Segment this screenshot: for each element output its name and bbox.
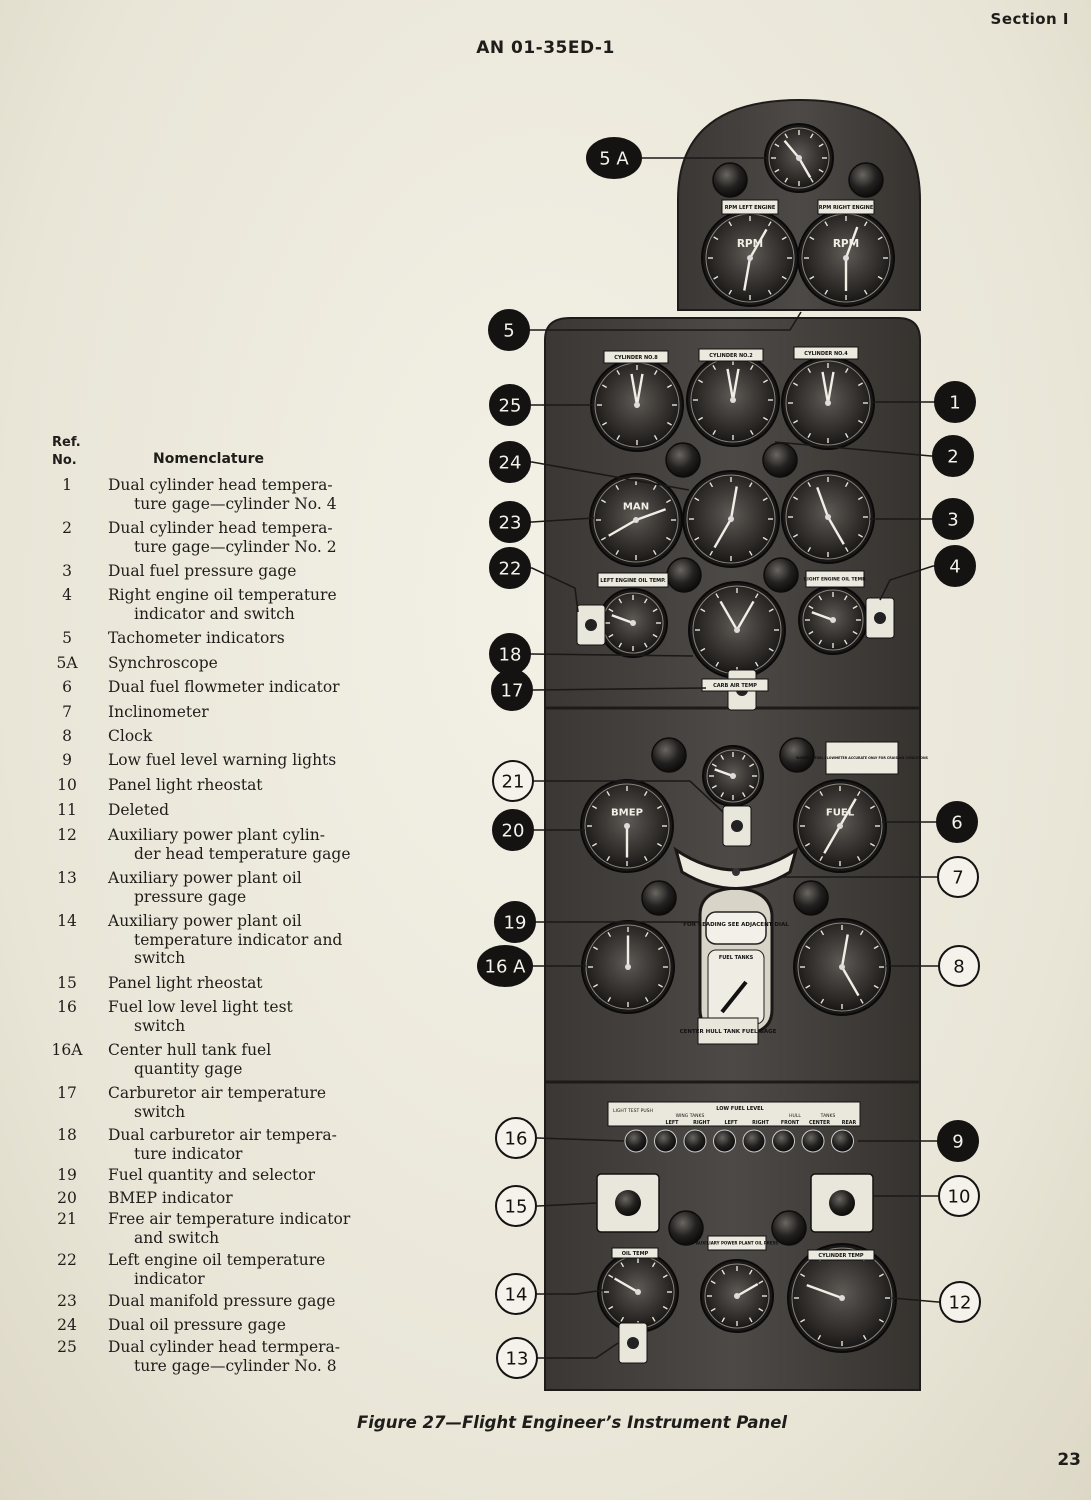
panel-knob <box>849 163 883 197</box>
panel-knob <box>794 881 828 915</box>
warning-light <box>743 1130 765 1152</box>
panel-knob <box>763 443 797 477</box>
panel-knob <box>713 163 747 197</box>
placard-text: CYLINDER TEMP <box>818 1252 864 1259</box>
callout-label: 21 <box>501 771 525 793</box>
legend-item-ref: 15 <box>57 974 77 992</box>
switch-toggle <box>627 1337 639 1349</box>
gauge-hub <box>630 620 636 626</box>
fuel-light-label: RIGHT <box>693 1121 710 1126</box>
legend-item-line: Dual cylinder head termpera- <box>108 1338 341 1356</box>
page-number: 23 <box>1057 1450 1081 1470</box>
callout-label: 6 <box>951 812 963 834</box>
legend-item-line: Panel light rheostat <box>108 974 263 992</box>
placard-text: OIL TEMP <box>621 1250 649 1257</box>
legend-item-line: pressure gage <box>134 887 247 906</box>
gauge-hub <box>830 617 836 623</box>
placard-text: CYLINDER NO.4 <box>804 350 848 357</box>
legend-item-ref: 18 <box>57 1126 77 1144</box>
placard-text: WARNING FUEL FLOWMETER ACCURATE ONLY FOR CRUISING CONDITIONS <box>796 756 928 761</box>
warning-light <box>684 1130 706 1152</box>
legend-ref-header-line: Ref. <box>52 435 81 450</box>
legend-item-ref: 12 <box>57 826 77 844</box>
placard-text: AUXILIARY POWER PLANT OIL PRESS <box>695 1240 779 1246</box>
legend-item-line: Carburetor air temperature <box>108 1084 327 1102</box>
legend-item-line: Deleted <box>108 801 170 819</box>
legend-item-line: Right engine oil temperature <box>108 586 337 604</box>
gauge-hub <box>837 823 843 829</box>
placard-text: CARB AIR TEMP <box>713 682 757 689</box>
cyl-temp-4 <box>782 357 874 449</box>
gauge-hub <box>825 514 831 520</box>
legend-item-line: Left engine oil temperature <box>108 1251 326 1269</box>
legend-item-ref: 2 <box>62 519 72 537</box>
legend-item-line: Dual carburetor air tempera- <box>108 1126 337 1144</box>
legend-item-ref: 10 <box>57 776 77 794</box>
callout-label: 19 <box>503 912 527 934</box>
callout-label: 24 <box>498 452 522 474</box>
placard-text: CYLINDER NO.2 <box>709 352 753 359</box>
legend-item-ref: 9 <box>62 751 72 769</box>
legend-item-ref: 25 <box>57 1338 77 1356</box>
legend-item-ref: 24 <box>57 1316 77 1334</box>
legend-item-line: Dual fuel pressure gage <box>108 562 297 580</box>
gauge-hub <box>625 964 631 970</box>
rheostat-knob <box>829 1190 855 1216</box>
legend-item-line: ture indicator <box>134 1144 243 1163</box>
gauge-hub <box>730 773 736 779</box>
callout-label: 8 <box>953 956 965 978</box>
placard-text: RIGHT ENGINE OIL TEMP. <box>803 577 867 583</box>
legend-item-line: Fuel quantity and selector <box>108 1166 316 1184</box>
legend-item-line: and switch <box>134 1228 220 1247</box>
callout-label: 13 <box>505 1348 529 1370</box>
callout-label: 2 <box>947 446 959 468</box>
legend-item-line: Dual fuel flowmeter indicator <box>108 678 340 696</box>
tanks-text: TANKS <box>820 1114 836 1119</box>
callout-label: 9 <box>952 1131 964 1153</box>
switch-toggle <box>731 820 743 832</box>
legend-item-line: Inclinometer <box>108 703 209 721</box>
fuel-light-label: REAR <box>841 1121 857 1126</box>
legend-item-line: indicator and switch <box>134 604 295 623</box>
legend-item-ref: 8 <box>62 727 72 745</box>
legend-item-line: Center hull tank fuel <box>108 1041 272 1059</box>
callout-label: 1 <box>949 392 961 414</box>
callout-label: 3 <box>947 509 959 531</box>
legend-item-line: Panel light rheostat <box>108 776 263 794</box>
legend-item-ref: 19 <box>57 1166 77 1184</box>
callout-label: 16 <box>504 1128 528 1150</box>
warning-light <box>714 1130 736 1152</box>
bmep-indicator <box>581 780 673 872</box>
right-oil-temp <box>799 586 867 654</box>
callout-label: 16 A <box>484 956 526 978</box>
panel-knob <box>652 738 686 772</box>
legend-item-ref: 4 <box>62 586 72 604</box>
callout-label: 15 <box>504 1196 528 1218</box>
callout-label: 7 <box>952 867 964 889</box>
low-fuel-warning-lights <box>608 1102 860 1126</box>
light-test-text: LIGHT TEST PUSH <box>613 1109 653 1114</box>
cyl-temp-8 <box>591 359 683 451</box>
wing-tanks-text: WING TANKS <box>675 1114 705 1119</box>
gauge-hub <box>734 1293 740 1299</box>
legend-item-line: Low fuel level warning lights <box>108 751 337 769</box>
placard-text: CYLINDER NO.8 <box>614 354 658 361</box>
warning-light <box>832 1130 854 1152</box>
figure-caption: Figure 27—Flight Engineer’s Instrument Panel <box>357 1413 788 1432</box>
gauge-hub <box>635 1289 641 1295</box>
panel-knob <box>780 738 814 772</box>
callout-label: 10 <box>947 1186 971 1208</box>
gauge-hub <box>843 255 849 261</box>
legend-item-ref: 11 <box>57 801 77 819</box>
legend-item-line: Dual oil pressure gage <box>108 1316 286 1334</box>
panel-knob <box>642 881 676 915</box>
gauge-hub <box>634 402 640 408</box>
fuel-pressure <box>782 471 874 563</box>
cyl-temp-2 <box>687 354 779 446</box>
rheostat-knob <box>615 1190 641 1216</box>
legend-item-line: Dual cylinder head tempera- <box>108 519 333 537</box>
legend-item-line: Synchroscope <box>108 654 218 672</box>
placard-text: RPM LEFT ENGINE <box>724 204 776 211</box>
synchroscope <box>765 124 833 192</box>
aux-oil-temp <box>598 1252 678 1332</box>
legend-item-line: ture gage—cylinder No. 2 <box>134 537 337 556</box>
legend-item-line: der head temperature gage <box>134 844 351 863</box>
gauge-hub <box>839 964 845 970</box>
warning-light <box>802 1130 824 1152</box>
gauge-hub <box>839 1295 845 1301</box>
switch-toggle <box>585 619 597 631</box>
legend-item-line: Tachometer indicators <box>108 629 285 647</box>
legend-item-ref: 6 <box>62 678 72 696</box>
gauge-hub <box>734 627 740 633</box>
legend-item-ref: 23 <box>57 1292 77 1310</box>
legend-item-line: Auxiliary power plant oil <box>108 869 302 887</box>
warning-light <box>625 1130 647 1152</box>
legend-item-line: switch <box>134 1016 186 1035</box>
panel-knob <box>666 443 700 477</box>
gauge-hub <box>728 516 734 522</box>
fuel-quantity-gage <box>582 921 674 1013</box>
legend-item-ref: 3 <box>62 562 72 580</box>
legend-item-line: indicator <box>134 1269 205 1288</box>
legend-item-line: Free air temperature indicator <box>108 1210 351 1228</box>
legend-item-ref: 5 <box>62 629 72 647</box>
legend-item-line: Clock <box>108 727 153 745</box>
warning-light <box>655 1130 677 1152</box>
legend-item-ref: 21 <box>57 1210 77 1228</box>
warning-light <box>773 1130 795 1152</box>
gauge-label: BMEP <box>611 807 643 819</box>
placard-text: LEFT ENGINE OIL TEMP. <box>600 577 666 584</box>
hull-text: HULL <box>789 1114 801 1119</box>
section-label: Section I <box>990 10 1069 28</box>
fuel-light-label: FRONT <box>780 1121 800 1126</box>
callout-label: 5 <box>503 320 515 342</box>
tachometer-left <box>702 210 798 306</box>
center-hull-text: CENTER HULL TANK FUEL GAGE <box>679 1029 777 1035</box>
legend-item-line: switch <box>134 1102 186 1121</box>
fuel-reading-text: FOR READING SEE ADJACENT DIAL <box>683 922 789 928</box>
gauge-hub <box>825 400 831 406</box>
fuel-tanks-text: FUEL TANKS <box>718 955 754 961</box>
low-fuel-level-text: LOW FUEL LEVEL <box>716 1106 764 1112</box>
legend-item-line: Auxiliary power plant cylin- <box>108 826 325 844</box>
callout-label: 18 <box>498 644 522 666</box>
free-air-temp <box>703 746 763 806</box>
callout-label: 17 <box>500 680 524 702</box>
gauge-hub <box>633 517 639 523</box>
gauge-hub <box>747 255 753 261</box>
callout-label: 14 <box>504 1284 528 1306</box>
gauge-label: RPM <box>832 238 860 250</box>
placard-text: RPM RIGHT ENGINE <box>818 204 874 211</box>
legend-item-line: ture gage—cylinder No. 8 <box>134 1356 337 1375</box>
legend-item-line: switch <box>134 949 186 967</box>
tachometer-right <box>798 210 894 306</box>
document-number: AN 01-35ED-1 <box>476 38 615 58</box>
legend-item-line: temperature indicator and <box>134 930 343 949</box>
fuel-light-label: CENTER <box>808 1121 831 1126</box>
legend-item-ref: 16 <box>57 998 77 1016</box>
callout-label: 20 <box>501 820 525 842</box>
panel-knob <box>764 558 798 592</box>
legend-item-ref: 20 <box>57 1189 77 1207</box>
manifold-pressure <box>590 474 682 566</box>
legend-item-line: ture gage—cylinder No. 4 <box>134 494 337 513</box>
legend-item-ref: 22 <box>57 1251 77 1269</box>
callout-label: 4 <box>949 556 961 578</box>
callout-label: 22 <box>498 558 522 580</box>
carb-air-temp <box>689 582 785 678</box>
panel-knob <box>667 558 701 592</box>
gauge-label: FUEL <box>825 807 855 819</box>
callout-label: 5 A <box>599 148 629 170</box>
callout-label: 25 <box>498 395 522 417</box>
legend-item-ref: 5A <box>56 654 78 672</box>
gauge-label: RPM <box>736 238 764 250</box>
callout-label: 23 <box>498 512 522 534</box>
legend-nomenclature-header: Nomenclature <box>153 451 264 467</box>
gauge-hub <box>730 397 736 403</box>
legend-item-ref: 14 <box>57 912 77 930</box>
legend-item-ref: 1 <box>62 476 72 494</box>
aux-oil-pressure <box>701 1260 773 1332</box>
legend-item-line: Dual manifold pressure gage <box>108 1292 336 1310</box>
legend-item-line: BMEP indicator <box>108 1189 233 1207</box>
legend-item-line: Auxiliary power plant oil <box>108 912 302 930</box>
callout-label: 12 <box>948 1292 972 1314</box>
legend-item-ref: 16A <box>51 1041 83 1059</box>
switch-toggle <box>874 612 886 624</box>
legend-item-line: quantity gage <box>134 1059 243 1078</box>
legend-item-line: Dual cylinder head tempera- <box>108 476 333 494</box>
legend-item-ref: 13 <box>57 869 77 887</box>
fuel-light-label: RIGHT <box>752 1121 769 1126</box>
legend-ref-header-line: No. <box>52 453 77 468</box>
gauge-label: MAN <box>622 501 650 513</box>
gauge-hub <box>624 823 630 829</box>
fuel-flowmeter <box>794 780 886 872</box>
clock <box>794 919 890 1015</box>
gauge-hub <box>796 155 802 161</box>
fuel-light-label: LEFT <box>665 1121 679 1126</box>
oil-pressure <box>683 471 779 567</box>
legend-item-ref: 7 <box>62 703 72 721</box>
legend-item-line: Fuel low level light test <box>108 998 293 1016</box>
left-oil-temp <box>599 589 667 657</box>
fuel-light-label: LEFT <box>724 1121 738 1126</box>
legend-item-ref: 17 <box>57 1084 77 1102</box>
